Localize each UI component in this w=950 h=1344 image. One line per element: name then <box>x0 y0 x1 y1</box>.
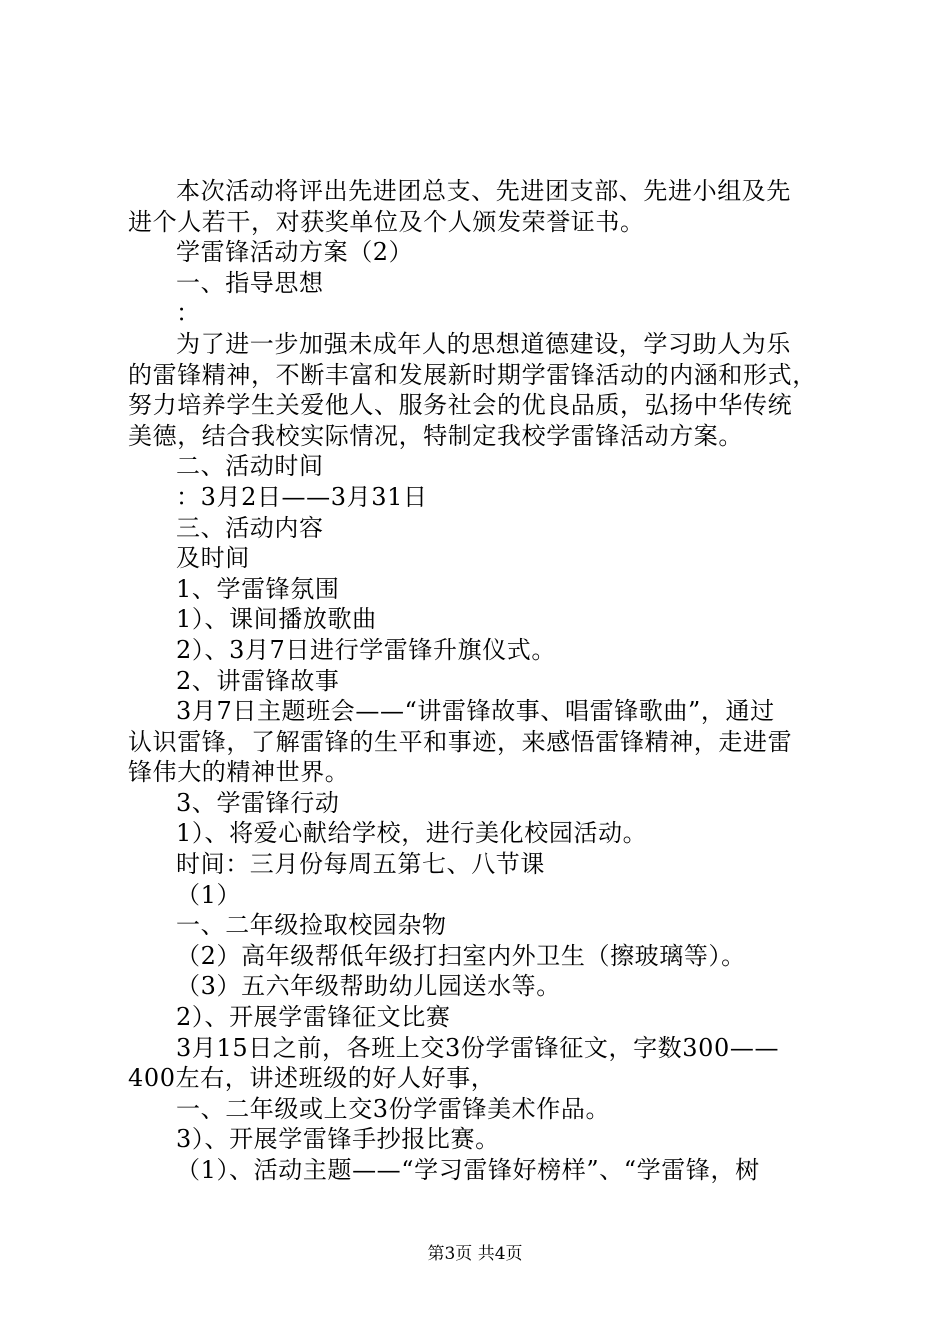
document-line: 学雷锋活动方案（2） <box>176 238 414 267</box>
document-line: 2、讲雷锋故事 <box>176 666 340 695</box>
page-footer: 第3页 共4页 <box>427 1244 523 1264</box>
document-line: 锋伟大的精神世界。 <box>128 758 350 787</box>
document-line: 为了进一步加强未成年人的思想道德建设，学习助人为乐 <box>176 329 791 358</box>
document-line: 1、学雷锋氛围 <box>176 574 340 603</box>
document-line: 一、指导思想 <box>176 268 324 297</box>
document-line: 3）、开展学雷锋手抄报比赛。 <box>176 1125 500 1154</box>
document-line: 1）、课间播放歌曲 <box>176 605 377 634</box>
document-line: 进个人若干，对获奖单位及个人颁发荣誉证书。 <box>128 207 645 236</box>
document-line: 一、二年级捡取校园杂物 <box>176 911 447 940</box>
document-line: 2）、开展学雷锋征文比赛 <box>176 1003 451 1032</box>
document-line: 认识雷锋，了解雷锋的生平和事迹，来感悟雷锋精神，走进雷 <box>128 727 793 756</box>
document-line: 及时间 <box>176 544 250 573</box>
document-line: 美德，结合我校实际情况，特制定我校学雷锋活动方案。 <box>128 421 743 450</box>
document-line: ： <box>176 299 201 328</box>
document-line: 2）、3月7日进行学雷锋升旗仪式。 <box>176 635 557 664</box>
document-line: （1）、活动主题——“学习雷锋好榜样”、“学雷锋，树 <box>176 1156 760 1184</box>
document-line: 努力培养学生关爱他人、服务社会的优良品质，弘扬中华传统 <box>128 391 793 420</box>
document-line: 三、活动内容 <box>176 513 324 542</box>
document-body <box>128 176 834 1186</box>
document-line: 的雷锋精神，不断丰富和发展新时期学雷锋活动的内涵和形式， <box>128 360 817 389</box>
document-line: （1） <box>176 880 242 909</box>
document-line: ：3月2日——3月31日 <box>176 482 428 511</box>
document-line: 本次活动将评出先进团总支、先进团支部、先进小组及先 <box>176 177 791 205</box>
document-line: 时间：三月份每周五第七、八节课 <box>176 850 545 879</box>
document-line: 3月15日之前，各班上交3份学雷锋征文，字数300—— <box>176 1033 780 1062</box>
document-line: 一、二年级或上交3份学雷锋美术作品。 <box>176 1094 611 1123</box>
document-line: 3、学雷锋行动 <box>176 788 340 817</box>
document-line: 二、活动时间 <box>176 452 324 481</box>
document-line: 3月7日主题班会——“讲雷锋故事、唱雷锋歌曲”，通过 <box>176 697 775 726</box>
document-line: （2）高年级帮低年级打扫室内外卫生（擦玻璃等）。 <box>176 941 746 970</box>
document-line: 1）、将爱心献给学校，进行美化校园活动。 <box>176 819 648 848</box>
document-line: 400左右，讲述班级的好人好事， <box>128 1064 496 1093</box>
document-line: （3）五六年级帮助幼儿园送水等。 <box>176 972 561 1001</box>
